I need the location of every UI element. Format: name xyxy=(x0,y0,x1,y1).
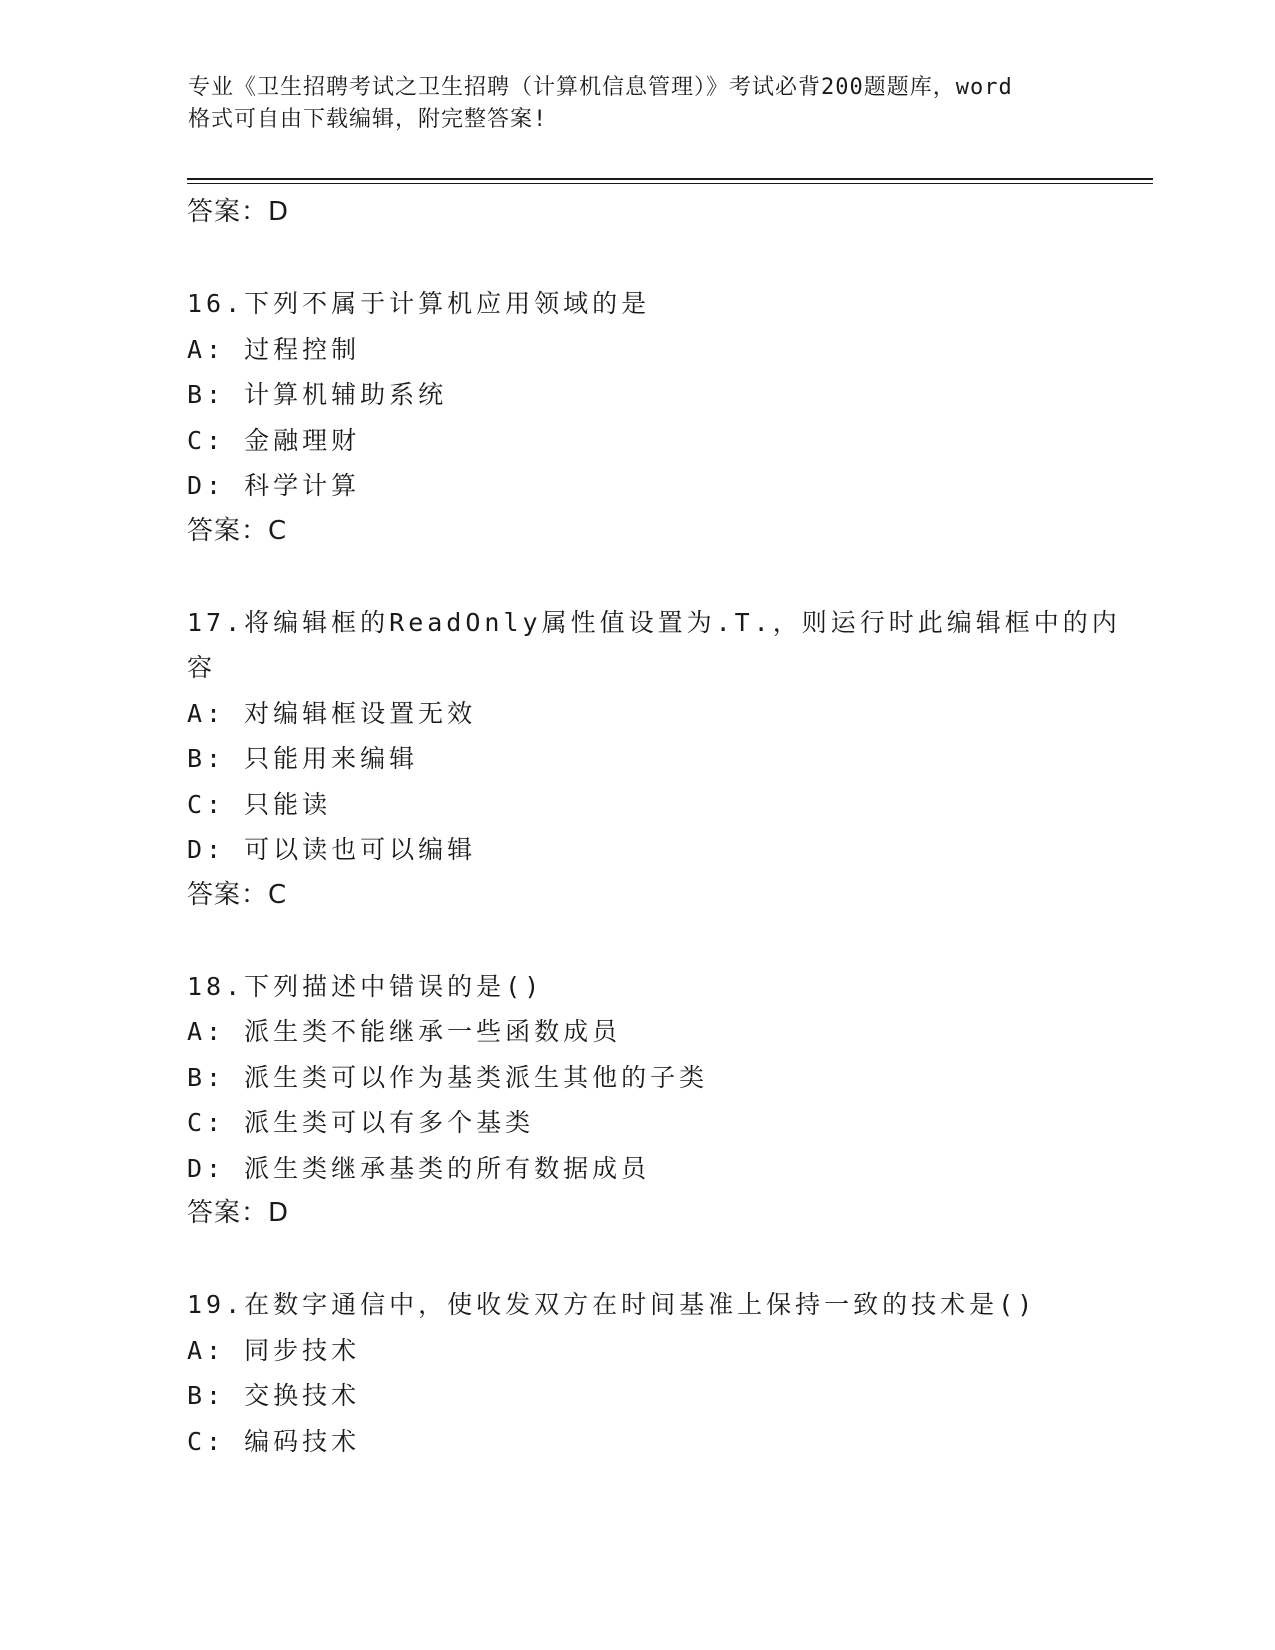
header-rule-thin xyxy=(187,183,1153,184)
answer-prefix: 答案： xyxy=(187,1198,269,1228)
option-c: C: 编码技术 xyxy=(187,1426,361,1456)
option-d: D: 可以读也可以编辑 xyxy=(187,835,477,864)
option-c: C: 金融理财 xyxy=(187,425,361,455)
question-content xyxy=(187,190,1121,1464)
header-line-1: 专业《卫生招聘考试之卫生招聘（计算机信息管理）》考试必背200题题库，word xyxy=(188,75,1013,100)
question-stem-line-1: 17.将编辑框的ReadOnly属性值设置为.T.，则运行时此编辑框中的内 xyxy=(187,607,1121,637)
answer-value: D xyxy=(268,197,290,227)
question-16 xyxy=(187,281,1087,554)
header-rule-thick xyxy=(187,178,1153,180)
question-stem: 18.下列描述中错误的是() xyxy=(187,971,544,1001)
option-b: B: 交换技术 xyxy=(187,1381,361,1410)
answer-value: C xyxy=(268,879,288,910)
question-17 xyxy=(187,600,1121,919)
option-b: B: 派生类可以作为基类派生其他的子类 xyxy=(187,1062,709,1092)
answer-line-15 xyxy=(187,190,1087,236)
option-c: C: 派生类可以有多个基类 xyxy=(187,1108,535,1137)
option-a: A: 过程控制 xyxy=(187,334,361,364)
option-d: D: 科学计算 xyxy=(187,471,361,500)
answer-line xyxy=(187,873,1087,919)
question-18 xyxy=(187,964,1087,1237)
question-19 xyxy=(187,1282,1087,1464)
option-b: B: 只能用来编辑 xyxy=(187,744,419,773)
answer-prefix: 答案： xyxy=(187,515,269,546)
document-header xyxy=(188,72,1088,136)
question-stem: 16.下列不属于计算机应用领域的是 xyxy=(187,289,651,318)
option-c: C: 只能读 xyxy=(187,789,332,819)
answer-prefix: 答案： xyxy=(187,197,269,227)
answer-line xyxy=(187,1191,1087,1237)
answer-value: C xyxy=(268,515,288,546)
header-line-2: 格式可自由下载编辑，附完整答案! xyxy=(188,107,548,132)
option-d: D: 派生类继承基类的所有数据成员 xyxy=(187,1153,651,1183)
option-b: B: 计算机辅助系统 xyxy=(187,380,448,409)
answer-line xyxy=(187,509,1087,555)
question-stem: 19.在数字通信中，使收发双方在时间基准上保持一致的技术是() xyxy=(187,1290,1037,1319)
question-stem-line-2: 容 xyxy=(187,653,217,682)
option-a: A: 同步技术 xyxy=(187,1335,361,1365)
answer-prefix: 答案： xyxy=(187,879,269,910)
option-a: A: 对编辑框设置无效 xyxy=(187,698,477,728)
option-a: A: 派生类不能继承一些函数成员 xyxy=(187,1017,622,1046)
answer-value: D xyxy=(268,1198,290,1228)
